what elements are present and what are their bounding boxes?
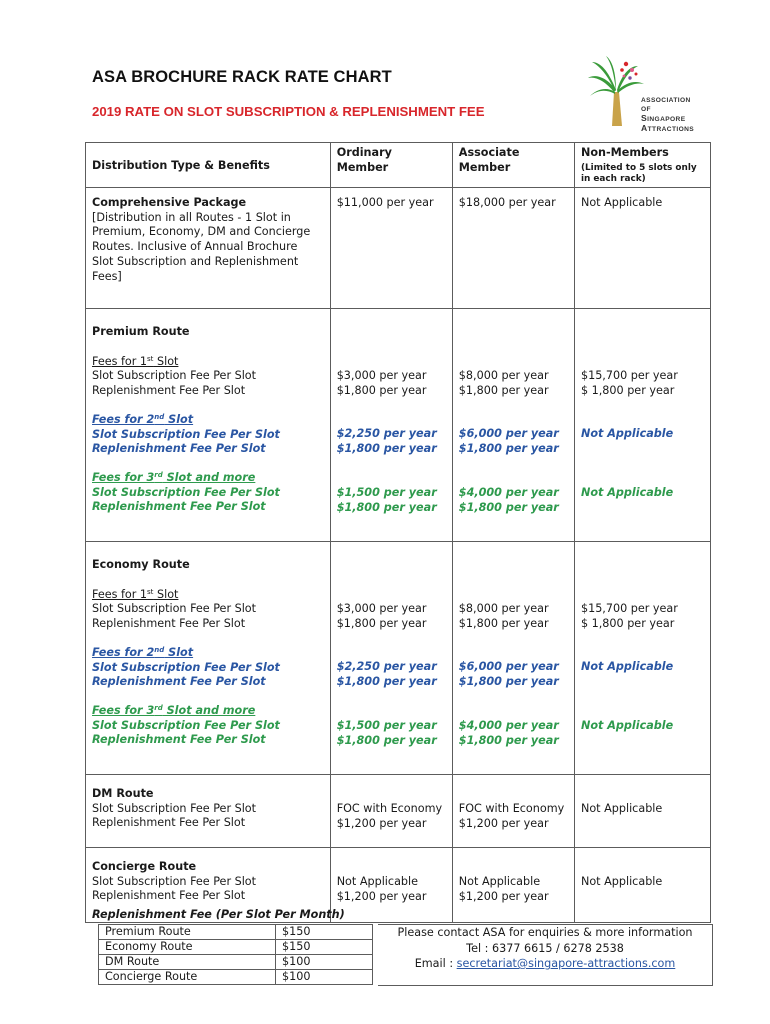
page-title: ASA BROCHURE RACK RATE CHART <box>92 68 392 86</box>
economy-associate: $8,000 per year $1,800 per year $6,000 per year $1,800 per year $4,000 per year $1,800 per year <box>452 542 574 775</box>
asa-logo <box>586 56 701 133</box>
premium-non-member: $15,700 per year $ 1,800 per year Not Applicable Not Applicable <box>574 309 710 542</box>
header-non-members: Non-Members (Limited to 5 slots only in each rack) <box>574 143 710 188</box>
economy-non-member: $15,700 per year $ 1,800 per year Not Applicable Not Applicable <box>574 542 710 775</box>
rate-table <box>85 142 711 923</box>
comprehensive-non-member: Not Applicable <box>574 188 710 309</box>
table-row: Concierge Route $100 <box>99 970 373 985</box>
table-row: Economy Route $150 <box>99 940 373 955</box>
palm-tree-icon <box>586 56 646 128</box>
economy-ordinary: $3,000 per year $1,800 per year $2,250 per year $1,800 per year $1,500 per year $1,800 per year <box>330 542 452 775</box>
contact-phone: Tel : 6377 6615 / 6278 2538 <box>466 941 624 955</box>
contact-box <box>378 924 713 986</box>
table-row: Premium Route $150 <box>99 925 373 940</box>
concierge-non-member: Not Applicable <box>574 848 710 923</box>
dm-ordinary: FOC with Economy $1,200 per year <box>330 775 452 848</box>
header-distribution: Distribution Type & Benefits <box>86 143 331 188</box>
premium-associate: $8,000 per year $1,800 per year $6,000 per year $1,800 per year $4,000 per year $1,800 per year <box>452 309 574 542</box>
concierge-desc: Concierge Route Slot Subscription Fee Per Slot Replenishment Fee Per Slot <box>86 848 331 923</box>
header-ordinary: Ordinary Member <box>330 143 452 188</box>
header-associate: Associate Member <box>452 143 574 188</box>
replenishment-title: Replenishment Fee (Per Slot Per Month) <box>92 908 345 921</box>
replenishment-table <box>98 924 373 985</box>
logo-wordmark: ASSOCIATION OF SINGAPORE ATTRACTIONS <box>641 97 695 133</box>
email-link[interactable]: secretariat@singapore-attractions.com <box>456 957 676 970</box>
dm-non-member: Not Applicable <box>574 775 710 848</box>
economy-desc: Economy Route Fees for 1st Slot Slot Subscription Fee Per Slot Replenishment Fee Per Slot Fees for 2nd Slot Slot Subscription Fee Per Slot Replenishment Fee Per Slot Fees for 3rd Slot and more Slot Subscription Fee Per Slot Replenishment Fee Per Slot <box>86 542 331 775</box>
concierge-associate: Not Applicable $1,200 per year <box>452 848 574 923</box>
table-header-row <box>86 143 711 188</box>
page-subtitle: 2019 RATE ON SLOT SUBSCRIPTION & REPLENISHMENT FEE <box>92 104 485 119</box>
premium-desc: Premium Route Fees for 1st Slot Slot Subscription Fee Per Slot Replenishment Fee Per Slot Fees for 2nd Slot Slot Subscription Fee Per Slot Replenishment Fee Per Slot Fees for 3rd Slot and more Slot Subscription Fee Per Slot Replenishment Fee Per Slot <box>86 309 331 542</box>
concierge-ordinary: Not Applicable $1,200 per year <box>330 848 452 923</box>
comprehensive-desc: Comprehensive Package [Distribution in all Routes - 1 Slot in Premium, Economy, DM and Concierge Routes. Inclusive of Annual Brochure Slot Subscription and Replenishment Fees] <box>86 188 331 309</box>
table-row-dm <box>86 775 711 848</box>
table-row-premium <box>86 309 711 542</box>
premium-ordinary: $3,000 per year $1,800 per year $2,250 per year $1,800 per year $1,500 per year $1,800 per year <box>330 309 452 542</box>
comprehensive-ordinary: $11,000 per year <box>330 188 452 309</box>
table-row: DM Route $100 <box>99 955 373 970</box>
table-row-economy <box>86 542 711 775</box>
dm-desc: DM Route Slot Subscription Fee Per Slot Replenishment Fee Per Slot <box>86 775 331 848</box>
dm-associate: FOC with Economy $1,200 per year <box>452 775 574 848</box>
contact-email-line: Email : secretariat@singapore-attractions.com <box>414 957 676 970</box>
table-row-comprehensive <box>86 188 711 309</box>
contact-line: Please contact ASA for enquiries & more information <box>397 926 693 939</box>
comprehensive-associate: $18,000 per year <box>452 188 574 309</box>
